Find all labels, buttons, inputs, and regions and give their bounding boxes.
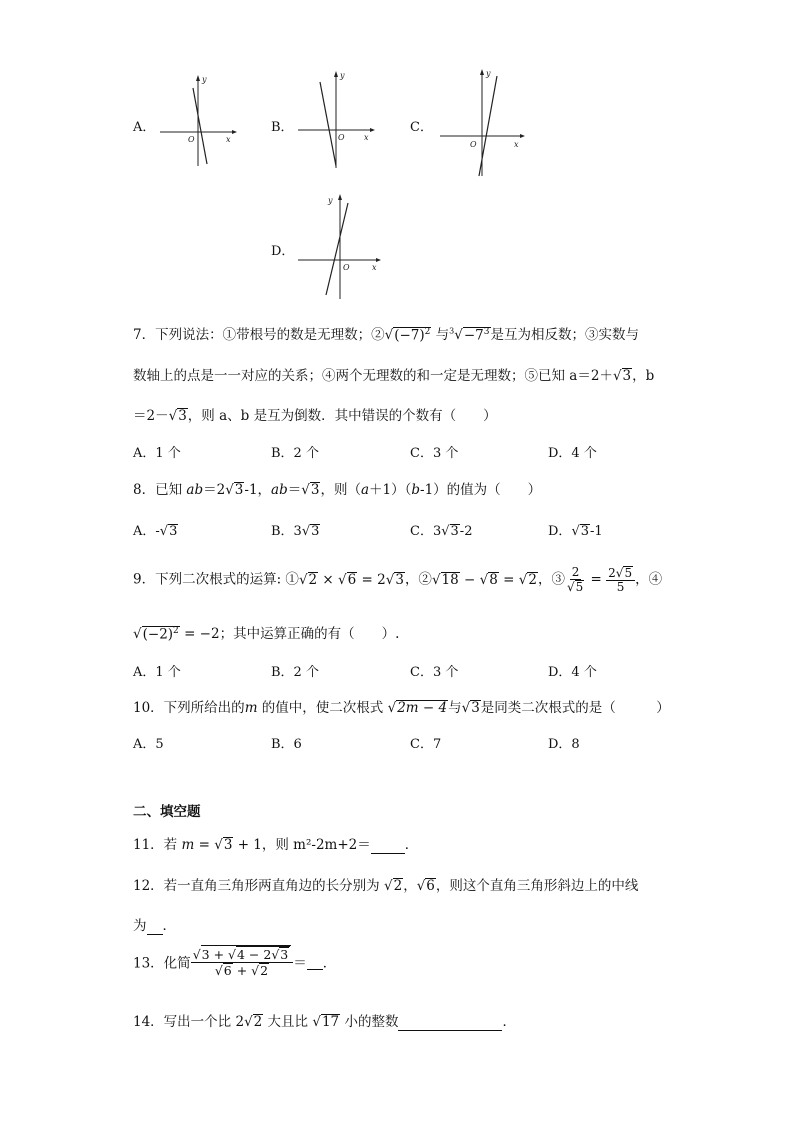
q8-option-c-post: -2	[459, 524, 473, 539]
q12-sqrt-2: √2	[383, 878, 403, 894]
q13-text-2: ＝	[293, 955, 307, 972]
q11-m: m	[181, 837, 195, 853]
y-axis-arrow	[196, 75, 200, 81]
x-axis-arrow	[376, 258, 381, 262]
q13-num-inner: 4 − 2	[237, 947, 272, 962]
q9-line-2	[133, 622, 399, 642]
q7-text-4: ，b	[632, 368, 655, 384]
q8-option-a-pre: A．-	[133, 524, 160, 539]
q12-text-3: ，则这个直角三角形斜边上的中线	[435, 878, 639, 894]
q14-sqrt-17-inner: 17	[321, 1014, 340, 1030]
origin-label: O	[188, 135, 195, 144]
q13-num-rad: 3	[280, 947, 289, 962]
q9-sep-1: ，②	[404, 571, 432, 588]
graph-c-svg	[440, 68, 530, 180]
q11-sqrt-3-inner: 3	[223, 837, 233, 853]
q10-option-c[interactable]: C．7	[410, 737, 442, 752]
graph-a-line	[193, 88, 207, 164]
q13-text: 13．化简	[133, 955, 191, 972]
q9-option-c[interactable]: C．3 个	[410, 665, 459, 680]
q8-a: a	[360, 482, 370, 498]
q7-option-d[interactable]: D．4 个	[548, 446, 597, 461]
q9-frac-2-num-pre: 2	[608, 566, 616, 580]
q12-sqrt-6: √6	[416, 878, 435, 894]
q9-frac-1-num: 2	[571, 565, 580, 579]
q7-text: 7．下列说法：①带根号的数是无理数；②	[133, 327, 385, 343]
q7-line-3	[133, 404, 497, 424]
y-axis-arrow	[480, 69, 484, 75]
q7-cbrt-expression: $^3√-7^3$	[449, 326, 490, 343]
q12-line-1	[133, 874, 638, 894]
q9-sep-2: ，③	[537, 571, 565, 588]
q8-sqrt-3b-inner: 3	[310, 482, 320, 498]
q12-text-4: 为	[133, 918, 147, 934]
q14-sqrt-17: √17	[312, 1014, 340, 1030]
q9-e1-op: ×	[318, 571, 339, 588]
q8-ab-2: ab	[271, 482, 288, 498]
q10-sqrt-expr: √2m − 4	[387, 700, 448, 716]
q8-option-c-pre: C．3	[410, 524, 442, 539]
q11-text-2: =	[194, 837, 215, 853]
graph-d	[298, 193, 384, 301]
q9-expr-1: √2 × √6 = 2√3	[298, 571, 404, 588]
origin-label: O	[470, 140, 477, 149]
q9-frac-1: $\frac{2}{√5}$	[566, 565, 584, 595]
q8-option-d-post: -1	[590, 524, 603, 539]
q10-m: m	[244, 700, 258, 716]
q8-ab: ab	[186, 482, 204, 498]
q13-den-r2: 2	[260, 962, 269, 978]
q8-text-5: ，则（	[320, 482, 361, 498]
x-axis-arrow	[370, 128, 375, 132]
q12-text-2: ，	[403, 878, 417, 894]
q9-line-1	[133, 566, 662, 594]
q7-sqrt-3-inner: 3	[622, 368, 632, 384]
q9-expr-2: √18 − √8 = √2	[431, 571, 537, 588]
q14-text: 14．写出一个比 2	[133, 1014, 245, 1030]
q10-sqrt-expr-inner: 2m − 4	[397, 700, 448, 716]
q10-sqrt-3-inner: 3	[471, 700, 480, 716]
q8-option-d-rad: 3	[580, 524, 590, 539]
q12-answer-blank[interactable]	[147, 918, 163, 935]
q8-option-c[interactable]: C．3√3-2	[410, 524, 473, 539]
q8-option-a[interactable]: A．-√3	[133, 524, 178, 539]
q14-text-3: 小的整数	[340, 1014, 399, 1030]
graph-a-svg	[160, 74, 240, 169]
x-label: x	[372, 263, 377, 272]
q7-sqrt-3b-inner: 3	[178, 408, 187, 424]
q8-text-2: ＝2	[203, 482, 226, 498]
q12-sqrt-2-inner: 2	[393, 878, 403, 894]
q9-e1-r2: 6	[347, 571, 357, 588]
q10-sqrt-3: √3	[461, 700, 480, 716]
q11-answer-blank[interactable]	[371, 837, 405, 854]
q10-text-3: 与	[448, 700, 462, 716]
q9-option-a[interactable]: A．1 个	[133, 665, 181, 680]
q8-text: 8．已知	[133, 482, 187, 498]
q9-e4-inner: (−2)	[142, 626, 174, 642]
origin-label: O	[338, 133, 345, 142]
q9-expr-4: $√(-2)^2 = -2$	[133, 625, 220, 642]
q9-e2-r1: 18	[441, 571, 459, 588]
q10-stem	[133, 696, 670, 716]
q9-frac-2-den: 5	[616, 580, 625, 595]
q11-text-3: + 1，则 m²-2m+2＝	[233, 837, 371, 853]
q14-sqrt-2-inner: 2	[253, 1014, 263, 1030]
x-label: x	[226, 135, 231, 144]
y-axis-arrow	[334, 71, 338, 77]
x-axis-arrow	[520, 134, 525, 138]
q11-stem	[133, 833, 418, 854]
q12-text: 12．若一直角三角形两直角边的长分别为	[133, 878, 384, 894]
y-label: y	[486, 69, 491, 78]
q13-den-r1: 6	[223, 962, 232, 978]
q7-cbrt-inner: −7	[463, 327, 484, 343]
q8-option-d-pre: D．	[548, 524, 572, 539]
graph-d-svg	[298, 193, 384, 301]
q13-text-3: ．	[322, 955, 337, 972]
q13-fraction: $\frac{√3 + √4 - 2√3}{√6 + √2}$	[191, 945, 294, 978]
q12-sqrt-6-inner: 6	[426, 878, 435, 894]
x-label: x	[364, 133, 369, 142]
q8-option-b-rad: 3	[311, 524, 320, 539]
q8-option-b[interactable]: B．3√3	[271, 524, 320, 539]
q8-text-3: -1，	[244, 482, 272, 498]
q7-text-2: 是互为相反数；③实数与	[490, 327, 640, 343]
q14-sqrt-2: √2	[244, 1014, 263, 1030]
q12-line-2	[133, 914, 176, 935]
q8-option-c-rad: 3	[450, 524, 459, 539]
q9-e2-r3: 2	[528, 571, 537, 588]
x-label: x	[514, 140, 519, 149]
q8-b: b	[411, 482, 421, 498]
q12-text-5: ．	[162, 918, 176, 934]
q14-stem	[133, 1010, 516, 1031]
origin-label: O	[343, 263, 350, 272]
q8-sqrt-3-inner: 3	[234, 482, 244, 498]
q9-sep-3: ，④	[635, 571, 663, 588]
q7-text-3: 数轴上的点是一一对应的关系；④两个无理数的和一定是无理数；⑤已知 a＝2＋	[133, 368, 613, 384]
q9-e1-r1: 2	[308, 571, 318, 588]
q9-e2-r2: 8	[489, 571, 498, 588]
graph-a	[160, 74, 240, 169]
q9-e3-eq: =	[586, 571, 607, 588]
q10-option-a[interactable]: A．5	[133, 737, 164, 752]
q7-line-1	[133, 323, 639, 343]
q10-text-4: 是同类二次根式的是（ ）	[480, 700, 670, 716]
q7-cbrt-index: 3	[449, 326, 455, 336]
q7-option-a[interactable]: A．1 个	[133, 446, 181, 461]
q7-sqrt-exponent: 2	[424, 326, 431, 337]
q7-sqrt-inner: (−7)	[394, 327, 425, 343]
q7-sqrt-3: √3	[612, 368, 632, 384]
q7-line-2	[133, 364, 654, 384]
q9-frac-2: $\frac{2√5}{5}$	[606, 566, 635, 594]
q10-text: 10．下列所给出的	[133, 700, 245, 716]
q9-e2-op: −	[459, 571, 480, 588]
q9-e1-r3: 3	[395, 571, 404, 588]
q11-text: 11．若	[133, 837, 182, 853]
q9-option-b[interactable]: B．2 个	[271, 665, 319, 680]
graph-b-svg	[298, 70, 378, 170]
section-title: 二、填空题	[133, 804, 201, 820]
q8-text-7: -1）的值为（ ）	[420, 482, 542, 498]
q7-option-c[interactable]: C．3 个	[410, 446, 459, 461]
q9-e4-exp: 2	[173, 625, 179, 636]
q9-e1-eq: = 2	[357, 571, 386, 588]
y-label: y	[202, 75, 207, 84]
q8-stem	[133, 478, 541, 498]
option-c-label: C．	[410, 120, 433, 135]
q8-text-6: ＋1）（	[369, 482, 412, 498]
q7-cbrt-exponent: 3	[483, 326, 490, 337]
q8-option-a-rad: 3	[169, 524, 178, 539]
y-label: y	[328, 196, 333, 205]
q7-option-b[interactable]: B．2 个	[271, 446, 319, 461]
q9-text-2: ；其中运算正确的有（ ）.	[219, 626, 400, 642]
q7-text-5: ＝2－	[133, 408, 169, 424]
q13-den-op: +	[232, 962, 252, 978]
q11-text-4: ．	[404, 837, 419, 853]
q14-text-4: ．	[502, 1014, 516, 1030]
y-axis-arrow	[338, 194, 342, 200]
q9-frac-2-num-rad: 5	[624, 566, 633, 580]
q13-answer-blank[interactable]	[307, 953, 323, 970]
q13-stem	[133, 945, 336, 978]
q9-text: 9．下列二次根式的运算: ①	[133, 571, 299, 588]
option-d-label: D．	[271, 244, 295, 259]
graph-b	[298, 70, 378, 170]
y-label: y	[340, 71, 345, 80]
q8-option-b-pre: B．3	[271, 524, 302, 539]
option-a-label: A．	[133, 120, 156, 135]
q14-answer-blank[interactable]	[398, 1014, 502, 1031]
q9-e2-eq: =	[498, 571, 519, 588]
q11-sqrt-3: √3	[214, 837, 233, 853]
q8-sqrt-3b: √3	[301, 482, 320, 498]
q10-option-d[interactable]: D．8	[548, 737, 580, 752]
q9-option-d[interactable]: D．4 个	[548, 665, 597, 680]
graph-c	[440, 68, 530, 180]
graph-d-line	[326, 203, 348, 295]
graph-b-line	[320, 82, 336, 166]
q8-sqrt-3: √3	[225, 482, 244, 498]
q8-text-4: ＝	[287, 482, 302, 498]
q13-num-a: 3 +	[201, 947, 229, 962]
q9-frac-1-den: 5	[575, 580, 584, 595]
q9-e4-eq: = −2	[179, 626, 220, 642]
q7-text-6: ，则 a、b 是互为倒数．其中错误的个数有（ ）	[187, 408, 497, 424]
q7-sqrt-3b: √3	[168, 408, 187, 424]
q7-sqrt-expression: $√(-7)^2$	[384, 326, 431, 343]
q8-option-d[interactable]: D．√3-1	[548, 524, 603, 539]
q14-text-2: 大且比	[263, 1014, 313, 1030]
x-axis-arrow	[232, 130, 237, 134]
q10-option-b[interactable]: B．6	[271, 737, 302, 752]
q10-text-2: 的值中，使二次根式	[257, 700, 388, 716]
option-b-label: B．	[271, 120, 294, 135]
q7-text-and: 与	[435, 327, 450, 343]
